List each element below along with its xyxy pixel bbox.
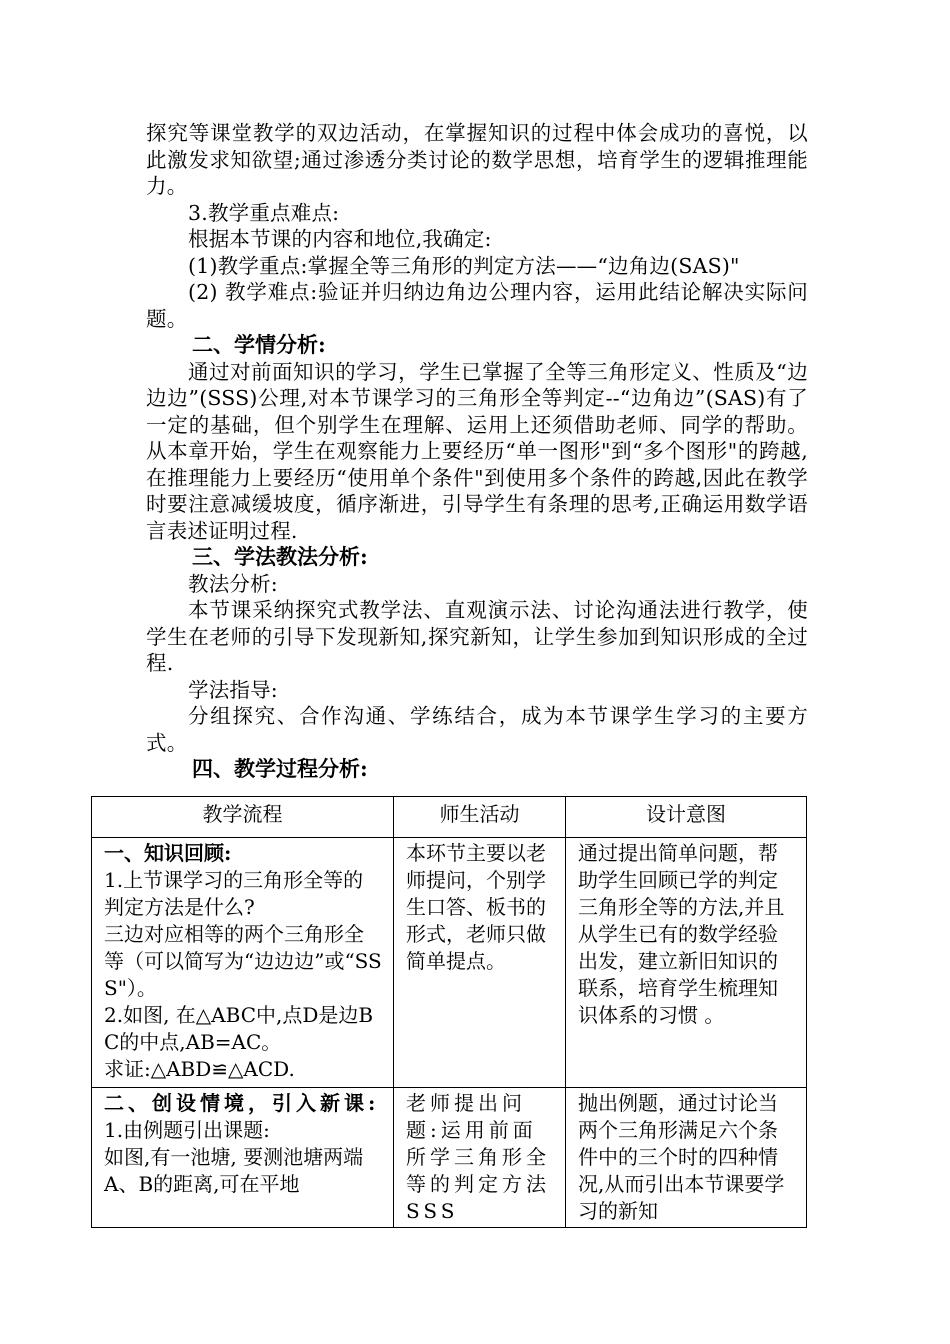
row2-line-1: 1.由例题引出课题:	[104, 1118, 270, 1142]
header-flow: 教学流程	[92, 797, 394, 838]
teaching-method-label: 教法分析:	[188, 571, 278, 596]
section-2-heading: 二、学情分析:	[192, 332, 326, 357]
row1-intent-cell: 通过提出简单问题，帮助学生回顾已学的判定三角形全等的方法,并且从学生已有的数学经验出发，建立新旧知识的联系，培育学生梳理知识体系的习惯 。	[566, 838, 807, 1088]
row2-activity-cell: 老师提出问题:运用前面所学三角形全等的判定方法SSS	[394, 1088, 566, 1228]
header-activity: 师生活动	[394, 797, 566, 838]
row2-line-2: 如图,有一池塘, 要测池塘两端A、B的距离,可在平地	[104, 1145, 364, 1196]
row2-title: 二、创设情境，引入新课:	[104, 1091, 380, 1115]
row1-activity-cell: 本环节主要以老师提问，个别学生口答、板书的形式，老师只做简单提点。	[394, 838, 566, 1088]
intro-paragraph: 探究等课堂教学的双边活动，在掌握知识的过程中体会成功的喜悦，以此激发求知欲望;通过渗透分类讨论的数学思想，培育学生的逻辑推理能力。	[146, 121, 808, 198]
row1-title: 一、知识回顾:	[104, 841, 232, 865]
table-header-row	[92, 797, 807, 838]
table-row	[92, 838, 807, 1088]
study-method-label: 学法指导:	[188, 677, 278, 702]
document-body	[146, 120, 808, 783]
teaching-method-body: 本节课采纳探究式教学法、直观演示法、讨论沟通法进行教学，使学生在老师的引导下发现新知,探究新知，让学生参加到知识形成的全过程.	[146, 598, 808, 675]
row1-flow-cell	[92, 838, 394, 1088]
row1-answer-1: 三边对应相等的两个三角形全等（可以简写为“边边边”或“SSS"）。	[104, 922, 382, 1000]
teaching-process-table	[91, 796, 807, 1228]
focus-lead: 根据本节课的内容和地位,我确定:	[188, 227, 492, 251]
row2-flow-cell	[92, 1088, 394, 1228]
header-intent: 设计意图	[566, 797, 807, 838]
focus-key-point: (1)教学重点:掌握全等三角形的判定方法——“边角边(SAS)"	[188, 253, 740, 278]
focus-title: 3.教学重点难点:	[188, 200, 340, 225]
focus-difficulty: (2) 教学难点:验证并归纳边角边公理内容，运用此结论解决实际问题。	[146, 280, 808, 331]
row2-intent-cell: 抛出例题，通过讨论当两个三角形满足六个条件中的三个时的四种情况,从而引出本节课要学习的新知	[566, 1088, 807, 1228]
section-4-heading: 四、教学过程分析:	[192, 756, 368, 781]
row1-proof: 求证:△ABD≌△ACD.	[104, 1057, 295, 1081]
row1-question-2: 2.如图, 在△ABC中,点D是边BC的中点,AB=AC。	[104, 1003, 374, 1054]
section-2-body: 通过对前面知识的学习，学生已掌握了全等三角形定义、性质及“边边边”(SSS)公理,对本节课学习的三角形全等判定--“边角边”(SAS)有了一定的基础，但个别学生在理解、运用上还须借助老师、同学的帮助。从本章开始，学生在观察能力上要经历“单一图形"到“多个图形"的跨越,在推理能力上要经历“使用单个条件"到使用多个条件的跨越,因此在教学时要注意减缓坡度，循序渐进，引导学生有条理的思考,正确运用数学语言表述证明过程.	[146, 359, 808, 543]
study-method-body: 分组探究、合作沟通、学练结合，成为本节课学生学习的主要方式。	[146, 704, 808, 755]
section-3-heading: 三、学法教法分析:	[192, 544, 368, 569]
table-row	[92, 1088, 807, 1228]
row1-question-1: 1.上节课学习的三角形全等的判定方法是什么?	[104, 868, 364, 919]
